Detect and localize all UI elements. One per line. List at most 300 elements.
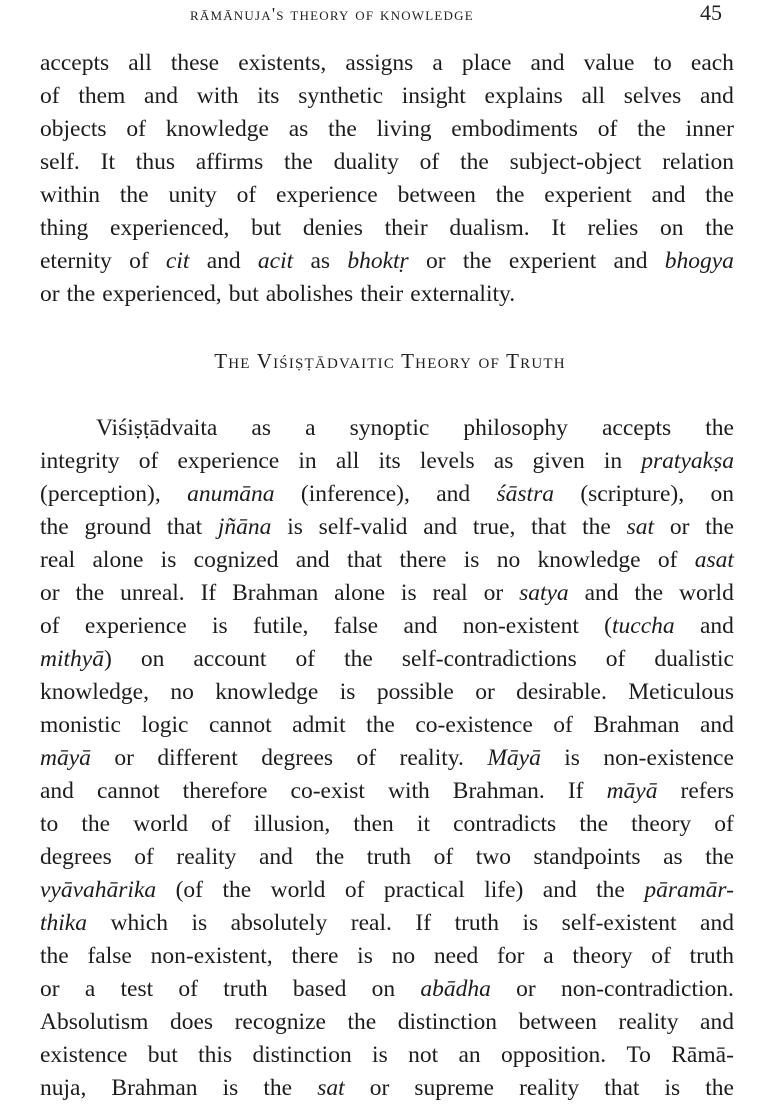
word: absolutely <box>230 910 328 936</box>
word: Brahman <box>232 580 319 606</box>
word: Meticulous <box>628 679 734 705</box>
text-line <box>40 808 734 841</box>
word: integrity <box>40 448 120 474</box>
word: philosophy <box>463 415 568 441</box>
word: a <box>432 50 443 76</box>
word: If <box>415 910 432 936</box>
word: truth <box>223 976 268 1002</box>
word: śāstra <box>496 481 554 507</box>
text-line <box>40 577 734 610</box>
word: each <box>690 50 734 76</box>
word: there <box>399 547 447 573</box>
word: or <box>669 514 690 540</box>
word: embodiments <box>451 116 578 142</box>
word: jñāna <box>217 514 272 540</box>
text-line <box>40 1006 734 1039</box>
word: refers <box>680 778 734 804</box>
word: knowledge <box>215 679 319 705</box>
word: of <box>40 83 60 109</box>
word: of <box>40 613 60 639</box>
word: contradicts <box>453 811 557 837</box>
word: but <box>228 281 259 307</box>
word: that <box>166 514 203 540</box>
word: levels <box>419 448 475 474</box>
word: experient <box>508 248 597 274</box>
word: of <box>651 943 671 969</box>
word: the <box>75 580 105 606</box>
word: is <box>372 1042 388 1068</box>
word: the <box>460 149 489 175</box>
paragraph-1 <box>40 47 734 311</box>
word: and <box>403 613 438 639</box>
text-line <box>40 80 734 113</box>
word: of <box>129 248 149 274</box>
word: non-contradiction. <box>560 976 734 1002</box>
word: in <box>298 448 317 474</box>
word: cannot <box>208 712 272 738</box>
word: not <box>408 1042 439 1068</box>
text-line <box>40 676 734 709</box>
word: all <box>581 83 606 109</box>
word: existence <box>40 1042 128 1068</box>
word: If <box>200 580 217 606</box>
word: no <box>170 679 194 705</box>
word: with <box>387 778 430 804</box>
word: knowledge, <box>40 679 149 705</box>
word: cognized <box>193 547 279 573</box>
word: but <box>251 215 282 241</box>
page-number: 45 <box>700 0 722 25</box>
word: the <box>705 182 734 208</box>
word: of <box>138 448 159 474</box>
word: then <box>353 811 394 837</box>
word: value <box>583 50 635 76</box>
word: cit <box>165 248 190 274</box>
word: (perception), <box>40 481 161 507</box>
text-line <box>40 113 734 146</box>
text-line <box>40 47 734 80</box>
word: degrees <box>261 745 334 771</box>
word: the <box>81 811 111 837</box>
word: does <box>169 1009 214 1035</box>
word: co-exist <box>290 778 365 804</box>
word: duality <box>333 149 399 175</box>
text-line <box>40 445 734 478</box>
word: alone <box>92 547 144 573</box>
word: of <box>356 745 377 771</box>
word: the <box>705 415 734 441</box>
paragraph-2 <box>40 412 734 1105</box>
word: no <box>496 547 521 573</box>
word: the <box>462 248 492 274</box>
word: futile, <box>252 613 309 639</box>
word: reality <box>176 844 237 870</box>
word: world <box>270 877 326 903</box>
word: illusion, <box>253 811 331 837</box>
word: It <box>100 149 115 175</box>
word: is <box>357 943 373 969</box>
word: synoptic <box>349 415 430 441</box>
word: these <box>170 50 220 76</box>
word: for <box>497 943 525 969</box>
word: recognize <box>234 1009 326 1035</box>
word: or <box>40 281 60 307</box>
word: or <box>40 580 60 606</box>
word: and <box>206 248 241 274</box>
running-head <box>0 0 780 28</box>
text-line <box>40 179 734 212</box>
word: the <box>637 116 666 142</box>
word: truth <box>366 844 412 870</box>
word: the <box>347 1009 377 1035</box>
word: dualism. <box>449 215 530 241</box>
word: sat <box>317 1075 345 1101</box>
word: the <box>634 580 664 606</box>
word: co-existence <box>415 712 533 738</box>
word: all <box>335 448 360 474</box>
word: or <box>369 1075 390 1101</box>
word: the <box>263 1075 293 1101</box>
word: between <box>518 1009 597 1035</box>
word: is <box>211 613 228 639</box>
word: degrees <box>40 844 112 870</box>
word: asat <box>694 547 734 573</box>
word: existents, <box>238 50 327 76</box>
word: and <box>530 50 565 76</box>
word: self-contradictions <box>401 646 577 672</box>
word: māyā <box>606 778 658 804</box>
word: is <box>160 547 177 573</box>
running-title: rāmānuja's theory of knowledge <box>190 4 474 24</box>
word: knowledge <box>537 547 641 573</box>
word: given <box>532 448 585 474</box>
text-line <box>40 841 734 874</box>
word: theory <box>572 943 633 969</box>
word: It <box>551 215 566 241</box>
word: as <box>310 248 331 274</box>
word: as <box>663 844 683 870</box>
word: and <box>542 877 577 903</box>
word: distinction <box>252 1042 352 1068</box>
word: of <box>433 844 454 870</box>
word: ground <box>84 514 152 540</box>
word: this <box>198 1042 233 1068</box>
word: of <box>236 182 257 208</box>
word: knowledge <box>165 116 269 142</box>
word: selves <box>623 83 682 109</box>
word: real <box>432 580 468 606</box>
word: reality <box>519 1075 580 1101</box>
word: Māyā <box>487 745 541 771</box>
word: eternity <box>40 248 112 274</box>
word: need <box>433 943 479 969</box>
text-line <box>40 544 734 577</box>
word: of <box>605 646 626 672</box>
word: on <box>140 646 165 672</box>
word: life) <box>484 877 524 903</box>
text-line <box>40 973 734 1006</box>
word: Viśiṣṭādvaita <box>96 415 218 441</box>
text-line <box>40 742 734 775</box>
word: of <box>553 712 573 738</box>
word: relation <box>662 149 734 175</box>
word: and <box>295 547 330 573</box>
word: and <box>613 248 648 274</box>
word: non-existence <box>603 745 734 771</box>
word: assigns <box>345 50 414 76</box>
word: Rāmā- <box>671 1042 734 1068</box>
word: logic <box>141 712 189 738</box>
word: vyāvahārika <box>40 877 157 903</box>
word: of <box>178 976 198 1002</box>
word: insight <box>401 83 466 109</box>
word: cannot <box>96 778 160 804</box>
word: experienced, <box>110 215 230 241</box>
text-line <box>40 245 734 278</box>
word: inner <box>685 116 734 142</box>
word: all <box>128 50 152 76</box>
word: between <box>397 182 476 208</box>
text-line <box>40 940 734 973</box>
word: experienced, <box>102 281 222 307</box>
word: on <box>371 976 396 1002</box>
word: on <box>710 481 734 507</box>
word: living <box>376 116 432 142</box>
word: of <box>211 811 231 837</box>
word: or <box>483 580 504 606</box>
word: the <box>495 182 525 208</box>
word: unity <box>168 182 217 208</box>
word: and <box>144 83 178 109</box>
word: or <box>425 248 446 274</box>
word: false <box>333 613 379 639</box>
text-line <box>40 775 734 808</box>
word: with <box>196 83 239 109</box>
word: reality. <box>399 745 464 771</box>
word: objects <box>40 116 107 142</box>
word: of <box>344 877 365 903</box>
word: standpoints <box>533 844 641 870</box>
word: self-existent <box>561 910 677 936</box>
word: abādha <box>420 976 491 1002</box>
word: subject-object <box>509 149 642 175</box>
word: Brahman. <box>452 778 545 804</box>
word: and <box>700 1009 734 1035</box>
word: monistic <box>40 712 121 738</box>
text-line <box>40 610 734 643</box>
word: on <box>660 215 684 241</box>
word: the <box>705 1075 734 1101</box>
text-line <box>40 212 734 245</box>
word: (of <box>175 877 203 903</box>
word: as <box>493 448 514 474</box>
word: possible <box>376 679 454 705</box>
word: is <box>222 1075 239 1101</box>
text-line <box>40 907 734 940</box>
text-line <box>40 146 734 179</box>
word: the <box>582 514 611 540</box>
word: test <box>120 976 154 1002</box>
word: and <box>699 83 734 109</box>
word: thus <box>135 149 175 175</box>
word: is <box>463 547 480 573</box>
word: (scripture), <box>580 481 685 507</box>
word: its <box>257 83 280 109</box>
word: the <box>119 182 149 208</box>
word: the <box>66 281 96 307</box>
word: it <box>416 811 430 837</box>
word: of <box>126 116 146 142</box>
text-line <box>40 511 734 544</box>
word: in <box>603 448 623 474</box>
word: there <box>291 943 339 969</box>
word: To <box>626 1042 651 1068</box>
text-line <box>40 478 734 511</box>
section-heading: The Viśiṣṭādvaitic Theory of Truth <box>214 349 566 373</box>
word: is <box>191 910 208 936</box>
word: place <box>461 50 512 76</box>
word: the <box>705 844 734 870</box>
word: unreal. <box>120 580 185 606</box>
word: non-existent, <box>150 943 273 969</box>
word: and <box>700 712 734 738</box>
word: the <box>40 514 69 540</box>
word: is <box>339 679 356 705</box>
word: or <box>114 745 134 771</box>
word: that <box>531 514 567 540</box>
word: theory <box>631 811 692 837</box>
word: that <box>346 547 383 573</box>
word: externality. <box>410 281 516 307</box>
word: a <box>305 415 316 441</box>
word: of <box>657 547 678 573</box>
word: desirable. <box>516 679 607 705</box>
word: world <box>679 580 734 606</box>
word: Brahman <box>111 1075 198 1101</box>
word: of <box>295 646 316 672</box>
word: practical <box>383 877 465 903</box>
word: (inference), <box>300 481 410 507</box>
word: distinction <box>397 1009 497 1035</box>
word: of <box>714 811 734 837</box>
word: is <box>564 745 580 771</box>
word: their <box>360 281 404 307</box>
word: their <box>384 215 428 241</box>
word: truth <box>689 943 734 969</box>
word: and <box>584 580 619 606</box>
word: and <box>258 844 293 870</box>
word: no <box>391 943 416 969</box>
word: the <box>315 844 345 870</box>
word: synthetic <box>298 83 384 109</box>
word: and <box>699 613 734 639</box>
word: non-existent <box>462 613 579 639</box>
word: is <box>400 580 417 606</box>
word: as <box>288 116 309 142</box>
word: accepts <box>601 415 672 441</box>
word: bhoktṛ <box>347 248 409 274</box>
word: admit <box>292 712 346 738</box>
word: is <box>664 1075 681 1101</box>
text-line <box>40 1039 734 1072</box>
word: the <box>284 149 313 175</box>
word: the <box>366 712 395 738</box>
word: relies <box>587 215 639 241</box>
word: explains <box>484 83 563 109</box>
word: false <box>87 943 132 969</box>
word: within <box>40 182 101 208</box>
word: the <box>222 877 252 903</box>
word: If <box>567 778 584 804</box>
text-line <box>40 709 734 742</box>
word: or <box>475 679 495 705</box>
word: the <box>596 877 625 903</box>
word: that <box>604 1075 640 1101</box>
word: different <box>157 745 238 771</box>
word: anumāna <box>187 481 275 507</box>
word: experient <box>544 182 632 208</box>
word: experience <box>275 182 378 208</box>
word: real <box>40 547 76 573</box>
word: real. <box>350 910 392 936</box>
word: accepts <box>40 50 110 76</box>
word: acit <box>257 248 294 274</box>
word: as <box>251 415 271 441</box>
word: Absolutism <box>40 1009 149 1035</box>
word: experience <box>177 448 280 474</box>
word: denies <box>302 215 363 241</box>
word: and <box>700 910 734 936</box>
word: pratyakṣa <box>641 448 734 474</box>
word: but <box>147 1042 178 1068</box>
word: of <box>419 149 440 175</box>
word: the <box>579 811 609 837</box>
word: therefore <box>182 778 268 804</box>
word: and <box>40 778 74 804</box>
word: a <box>84 976 96 1002</box>
word: or <box>516 976 536 1002</box>
word: its <box>378 448 401 474</box>
word: satya <box>519 580 569 606</box>
word: Brahman <box>593 712 680 738</box>
word: the <box>705 215 734 241</box>
word: them <box>78 83 126 109</box>
word: thing <box>40 215 89 241</box>
word: reality <box>618 1009 679 1035</box>
word: the <box>705 514 734 540</box>
word: based <box>292 976 347 1002</box>
word: nuja, <box>40 1075 87 1101</box>
word: which <box>110 910 168 936</box>
word: the <box>40 943 69 969</box>
word: self. <box>40 149 80 175</box>
word: account <box>193 646 267 672</box>
word: supreme <box>414 1075 494 1101</box>
word: affirms <box>195 149 264 175</box>
word: experience <box>84 613 187 639</box>
word: abolishes <box>265 281 354 307</box>
word: true, <box>472 514 516 540</box>
word: world <box>133 811 189 837</box>
word: an <box>458 1042 481 1068</box>
word: thika <box>40 910 87 936</box>
text-line <box>40 643 734 676</box>
text-line <box>40 1072 734 1105</box>
word: truth <box>454 910 499 936</box>
word: of <box>134 844 154 870</box>
word: a <box>543 943 554 969</box>
word: mithyā) <box>40 646 112 672</box>
